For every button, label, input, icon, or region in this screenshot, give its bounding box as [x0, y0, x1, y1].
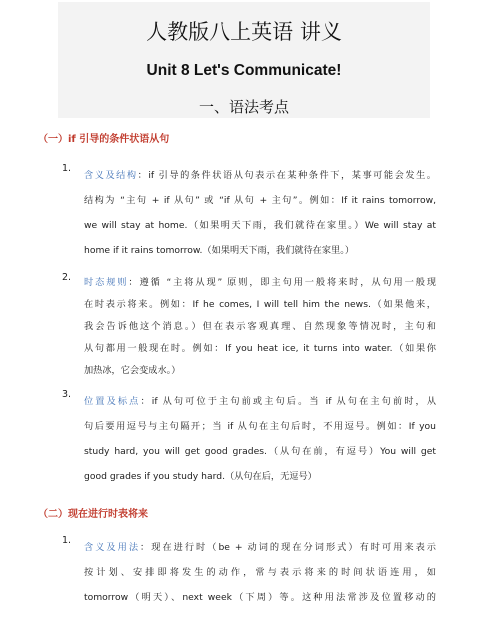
list-item: [62, 272, 437, 382]
item-text: ：if 引导的条件状语从句表示在某种条件下，某事可能会发生。: [137, 170, 436, 181]
list-item: [62, 535, 436, 610]
text-line: 在时表示将来。例如：If he comes, I will tell him the news.（如果他来，: [84, 299, 436, 310]
title-band: [58, 2, 430, 118]
item-label: 位置及标点: [84, 396, 141, 407]
text-line: 结构为 “主句 + if 从句” 或 “if 从句 + 主句”。例如：If it rains tomorrow,: [84, 195, 436, 206]
item-number: 2.: [62, 272, 72, 283]
text-line: 加热冰，它会变成水。）: [84, 365, 181, 376]
section-heading-if-clause: （一）if 引导的条件状语从句: [38, 134, 170, 145]
unit-title: Unit 8 Let's Communicate!: [146, 62, 342, 79]
text-line: 按计划、安排即将发生的动作，常与表示将来的时间状语连用，如: [84, 567, 436, 578]
section-heading-present-progressive: （二）现在进行时表将来: [38, 509, 148, 520]
text-line: [84, 272, 436, 294]
text-line: we will stay at home.（如果明天下雨，我们就待在家里。）We will stay at: [84, 220, 436, 231]
item-label: 含义及结构: [84, 170, 138, 181]
text-line: 句后要用逗号与主句隔开；当 if 从句在主句后时，不用逗号。例如：If you: [84, 421, 436, 432]
page-title: 人教版八上英语 讲义: [146, 20, 342, 44]
item-text: ：现在进行时（be + 动词的现在分词形式）有时可用来表示: [140, 542, 436, 553]
item-label: 时态规则: [84, 277, 129, 288]
item-text: ：if 从句可位于主句前或主句后。当 if 从句在主句前时，从: [140, 396, 437, 407]
text-line: tomorrow（明天）、next week（下周）等。这种用法常涉及位置移动的: [84, 592, 436, 603]
text-line: home if it rains tomorrow.（如果明天下雨，我们就待在家里。）: [84, 245, 355, 256]
section-title: 一、语法考点: [198, 98, 289, 116]
text-line: [84, 389, 436, 414]
item-number: 1.: [62, 535, 72, 546]
text-line: 我会告诉他这个消息。）但在表示客观真理、自然现象等情况时，主句和: [84, 321, 436, 332]
list-item: [62, 389, 437, 489]
item-number: 1.: [62, 163, 72, 174]
item-label: 含义及用法: [84, 542, 141, 553]
text-line: [84, 535, 436, 560]
list-item: [62, 163, 436, 263]
text-line: 从句都用一般现在时。例如：If you heat ice, it turns into water.（如果你: [84, 343, 436, 354]
text-line: good grades if you study hard.（从句在后，无逗号）: [84, 471, 317, 482]
text-line: study hard, you will get good grades.（从句在前，有逗号）You will get: [84, 446, 436, 457]
text-line: [84, 163, 436, 188]
item-text: ：遵循 “主将从现” 原则，即主句用一般将来时，从句用一般现: [128, 277, 437, 288]
item-number: 3.: [62, 389, 72, 400]
